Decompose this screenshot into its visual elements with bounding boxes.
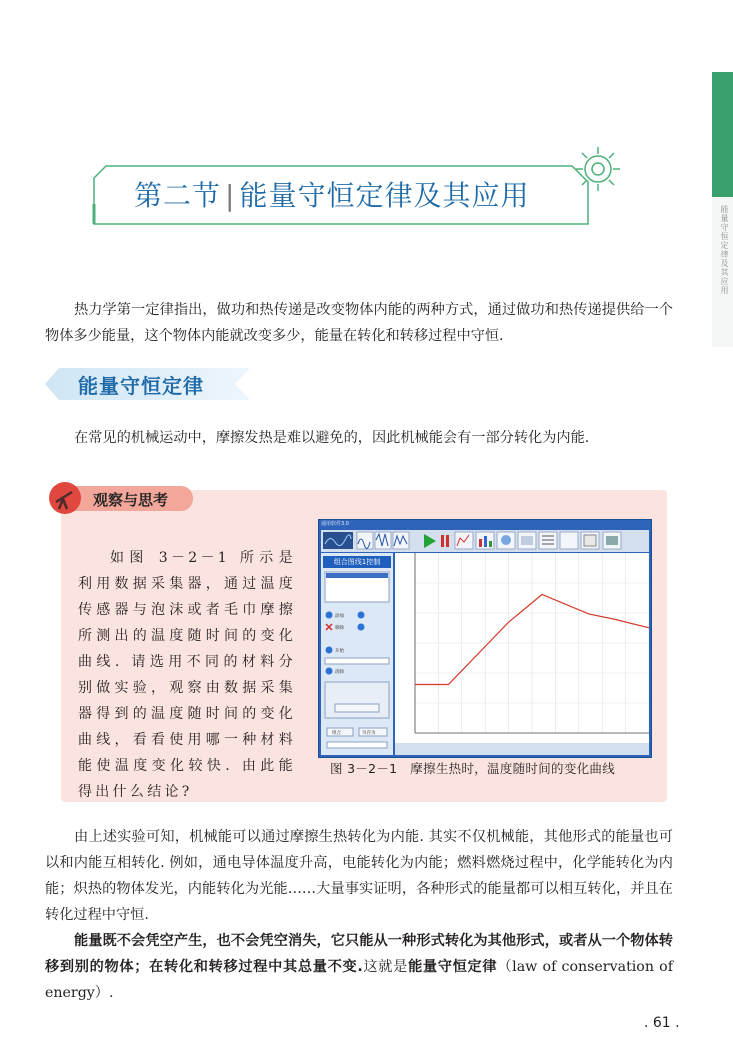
title-separator: | xyxy=(225,179,236,212)
paragraph-friction: 在常见的机械运动中，摩擦发热是难以避免的，因此机械能会有一部分转化为内能. xyxy=(74,430,590,446)
panel-controls xyxy=(321,570,393,755)
data-collector-window xyxy=(318,519,652,758)
section-heading xyxy=(45,368,250,400)
section-title-box xyxy=(92,164,590,226)
toolbar-icons xyxy=(321,530,649,552)
law-name: 能量守恒定律 xyxy=(408,959,498,975)
toolbar xyxy=(321,530,649,552)
law-english: （law of conservation of energy）. xyxy=(45,959,673,1001)
observe-label-text: 观察与思考 xyxy=(93,491,169,509)
page-title xyxy=(134,174,529,214)
intro-paragraph: 热力学第一定律指出，做功和热传递是改变物体内能的两种方式，通过做功和热传递提供给一个物体多少能量，这个物体内能就改变多少，能量在转化和转移过程中守恒. xyxy=(45,302,673,344)
temperature-chart xyxy=(395,553,649,743)
page-number: . 61 . xyxy=(644,1015,680,1031)
chart-grid xyxy=(415,553,649,733)
chapter-side-text: 能量守恒定律及其应用 xyxy=(720,205,729,295)
observe-text: 如图 3－2－1 所示是利用数据采集器，通过温度传感器与泡沫或者毛巾摩擦所测出的温度随时间的变化曲线. 请选用不同的材料分别做实验，观察由数据采集器得到的温度随时间的变化曲线，看看使用哪一种材料能使温度变化较快. 由此能得出什么结论? xyxy=(78,550,296,800)
svg-text:清除: 清除 xyxy=(335,670,344,675)
svg-text:开始: 开始 xyxy=(335,649,344,654)
section-number: 第二节 xyxy=(134,179,222,212)
panel-title: 组合图线1控制 xyxy=(323,556,391,568)
section-heading-text: 能量守恒定律 xyxy=(78,374,204,398)
figure-caption: 图 3－2－1 摩擦生热时，温度随时间的变化曲线 xyxy=(330,761,616,776)
window-title: 通用软件3.0 xyxy=(321,521,349,527)
law-paragraph xyxy=(45,928,673,1006)
plot-area xyxy=(395,553,649,743)
control-panel xyxy=(321,553,393,755)
law-lead: 这就是 xyxy=(362,959,409,975)
svg-text:另存为: 另存为 xyxy=(362,731,376,736)
observe-label xyxy=(45,482,195,514)
section-title: 能量守恒定律及其应用 xyxy=(239,179,530,212)
gear-icon xyxy=(572,143,624,195)
plot-status-bar xyxy=(395,743,649,755)
paragraph-conversion: 由上述实验可知，机械能可以通过摩擦生热转化为内能. 其实不仅机械能，其他形式的能量也可以和内能互相转化. 例如，通电导体温度升高，电能转化为内能；燃料燃烧过程中，化学能转化为内能；炽热的物体发光，内能转化为光能……大量事实证明，各种形式的能量都可以相互转化，并且在转化过程中守恒. xyxy=(45,829,673,923)
law-statement: 能量既不会凭空产生，也不会凭空消失，它只能从一种形式转化为其他形式，或者从一个物体转移到别的物体；在转化和转移过程中其总量不变. xyxy=(45,933,673,975)
svg-text:移除: 移除 xyxy=(335,626,344,631)
btn-add-label: 添加 xyxy=(335,614,344,619)
svg-text:组合: 组合 xyxy=(332,731,341,736)
chapter-side-tab xyxy=(712,72,733,197)
